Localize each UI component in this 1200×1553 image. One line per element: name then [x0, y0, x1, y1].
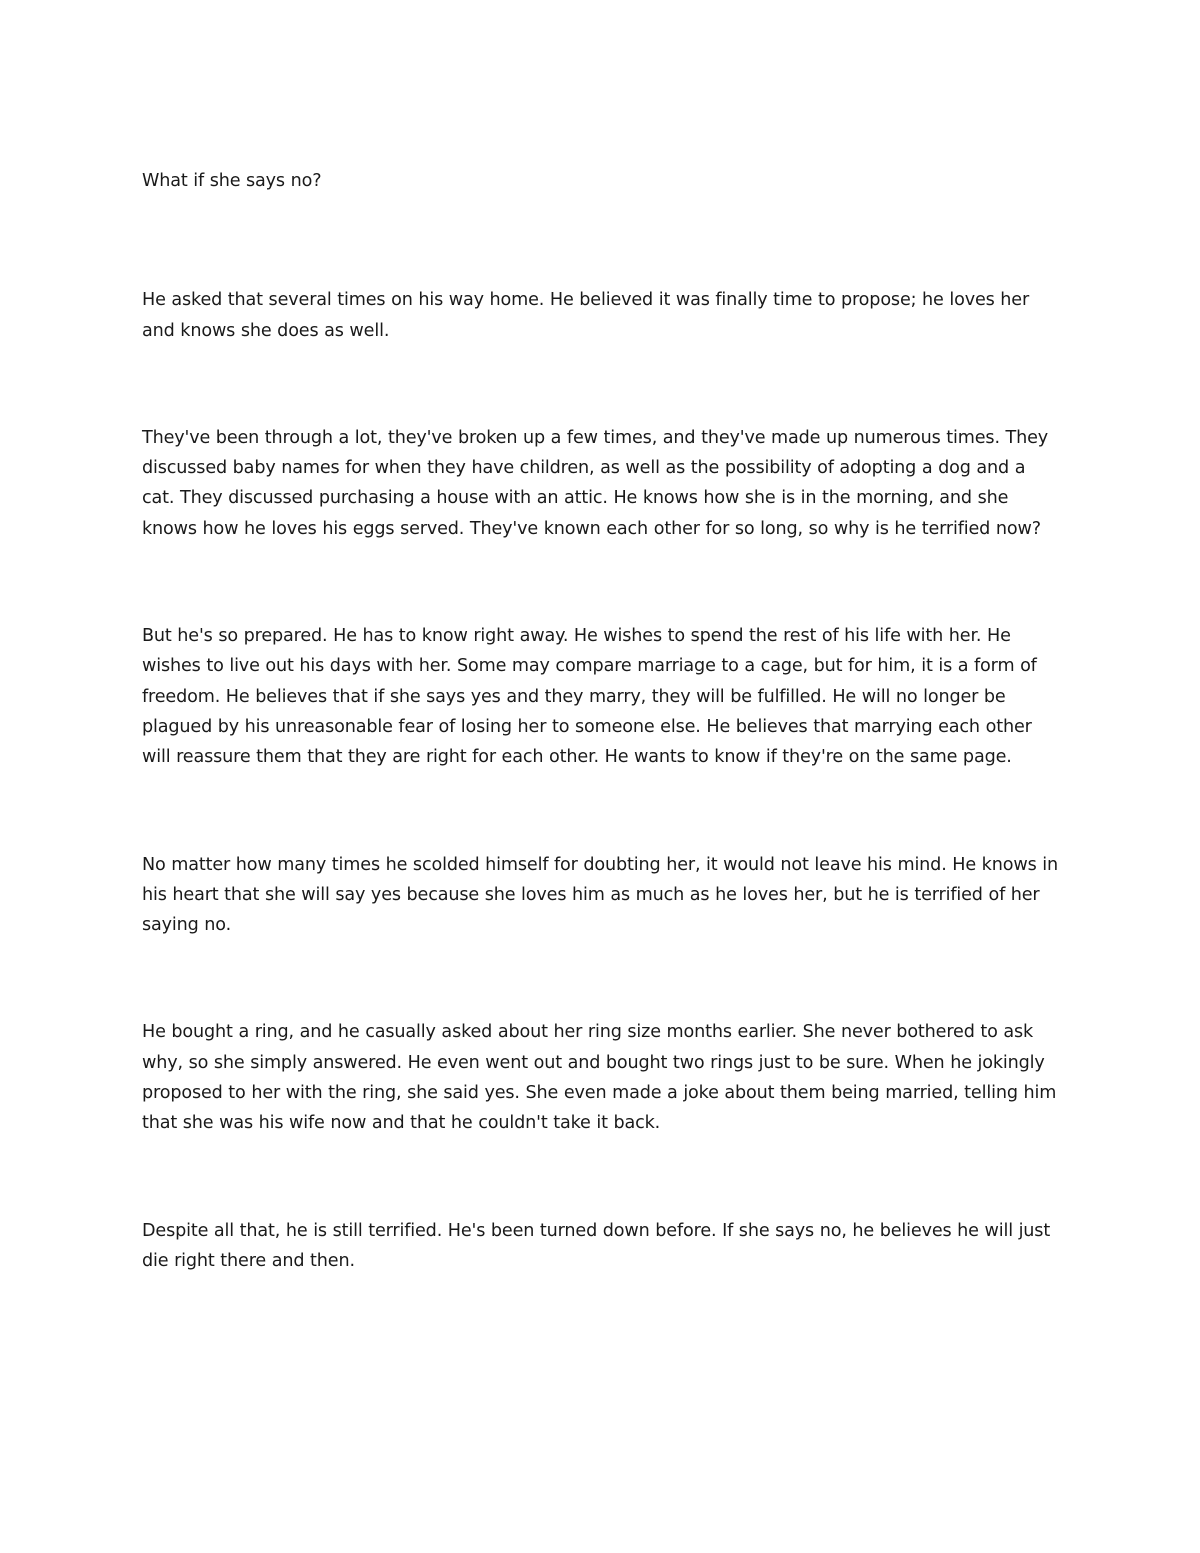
paragraph-1: He asked that several times on his way home. He believed it was finally time to propose; he loves her and knows she does as well. [142, 290, 1030, 341]
paragraph-3: But he's so prepared. He has to know right away. He wishes to spend the rest of his life with her. He wishes to live out his days with her. Some may compare marriage to a cage, but for him, it is a form of freedom. He believes that if she says yes and they marry, they will be fulfilled. He will no longer be plagued by his unreasonable fear of losing her to someone else. He believes that marrying each other will reassure them that they are right for each other. He wants to know if they're on the same page. [142, 626, 1037, 768]
paragraph-6: Despite all that, he is still terrified. He's been turned down before. If she says no, he believes he will just die right there and then. [142, 1220, 1051, 1271]
paragraph-2: They've been through a lot, they've broken up a few times, and they've made up numerous times. They discussed baby names for when they have children, as well as the possibility of adopting a dog and a cat. They discussed purchasing a house with an attic. He knows how she is in the morning, and she knows how he loves his eggs served. They've known each other for so long, so why is he terrified now? [142, 427, 1049, 539]
document-body [142, 166, 1062, 1276]
document-title: What if she says no? [142, 171, 322, 191]
paragraph-5: He bought a ring, and he casually asked about her ring size months earlier. She never bothered to ask why, so she simply answered. He even went out and bought two rings just to be sure. When he jokingly proposed to her with the ring, she said yes. She even made a joke about them being married, telling him that she was his wife now and that he couldn't take it back. [142, 1022, 1057, 1134]
paragraph-4: No matter how many times he scolded himself for doubting her, it would not leave his mind. He knows in his heart that she will say yes because she loves him as much as he loves her, but he is terrified of her saying no. [142, 854, 1058, 936]
